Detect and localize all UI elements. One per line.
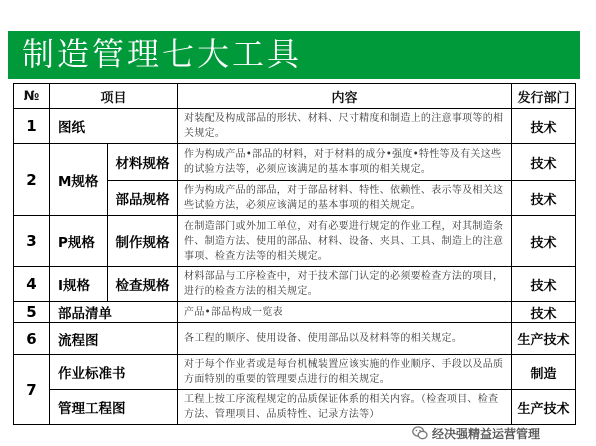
- row-content: 对于每个作业者或是每台机械装置应该实施的作业顺序、手段以及品质方面特别的重要的管理要点进行的相关规定。: [178, 355, 512, 390]
- row-content: 各工程的顺序、使用设备、使用部品以及材料等的相关规定。: [178, 323, 512, 355]
- title-banner: [8, 31, 580, 79]
- row-number: 3: [14, 216, 50, 267]
- wechat-icon: [412, 425, 428, 441]
- row-content: 产品•部品构成一览表: [178, 302, 512, 323]
- row-dept: 技术: [512, 302, 576, 323]
- tools-table: [13, 83, 576, 425]
- table-row: [14, 267, 576, 302]
- row-item: 部品清单: [50, 302, 178, 323]
- row-number: 7: [14, 355, 50, 425]
- row-subitem: 制作规格: [108, 216, 178, 267]
- header-item: 项目: [50, 84, 178, 109]
- table-row: [14, 390, 576, 425]
- row-dept: 生产技术: [512, 390, 576, 425]
- row-number: 2: [14, 144, 50, 216]
- table-row: [14, 216, 576, 267]
- row-content: 作为构成产品的部品，对于部品材料、特性、依赖性、表示等及相关这些试验方法，必须应该满足的基本事项的相关规定。: [178, 181, 512, 216]
- table-row: [14, 109, 576, 144]
- row-item: 作业标准书: [50, 355, 178, 390]
- row-number: 4: [14, 267, 50, 302]
- watermark-text: 经决强精益运营管理: [432, 426, 541, 441]
- row-dept: 技术: [512, 216, 576, 267]
- row-item: 流程图: [50, 323, 178, 355]
- row-item: 图纸: [50, 109, 178, 144]
- header-dept: 发行部门: [512, 84, 576, 109]
- header-content: 内容: [178, 84, 512, 109]
- row-subitem: 材料规格: [108, 144, 178, 181]
- header-row: [14, 84, 576, 109]
- row-content: 工程上按工序流程规定的品质保证体系的相关内容。（检查项目、检查方法、管理项目、品质特性、记录方法等）: [178, 390, 512, 425]
- row-content: 作为构成产品•部品的材料，对于材料的成分•强度•特性等及有关这些的试验方法等，必须应该满足的基本事项的相关规定。: [178, 144, 512, 181]
- row-subitem: 部品规格: [108, 181, 178, 216]
- row-item: P规格: [50, 216, 108, 267]
- row-number: 6: [14, 323, 50, 355]
- page-title: 制造管理七大工具: [22, 35, 303, 73]
- row-dept: 技术: [512, 181, 576, 216]
- row-item: 管理工程图: [50, 390, 178, 425]
- row-content: 材料部品与工序检查中，对于技术部门认定的必须要检查方法的项目，进行的检查方法的相关规定。: [178, 267, 512, 302]
- row-dept: 技术: [512, 144, 576, 181]
- watermark: [412, 423, 540, 443]
- row-content: 对装配及构成部品的形状、材料、尺寸精度和制造上的注意事项等的相关规定。: [178, 109, 512, 144]
- table-row: [14, 323, 576, 355]
- row-dept: 生产技术: [512, 323, 576, 355]
- row-number: 1: [14, 109, 50, 144]
- row-item: I规格: [50, 267, 108, 302]
- table-row: [14, 302, 576, 323]
- row-dept: 制造: [512, 355, 576, 390]
- table-row: [14, 355, 576, 390]
- row-subitem: 检查规格: [108, 267, 178, 302]
- row-number: 5: [14, 302, 50, 323]
- row-dept: 技术: [512, 109, 576, 144]
- row-dept: 技术: [512, 267, 576, 302]
- table-row: [14, 144, 576, 181]
- header-no: №: [14, 84, 50, 109]
- row-content: 在制造部门或外加工单位，对有必要进行规定的作业工程，对其制造条件、制造方法、使用的部品、材料、设备、夹具、工具、制造上的注意事项、检查方法等的相关规定。: [178, 216, 512, 267]
- row-item: M规格: [50, 144, 108, 216]
